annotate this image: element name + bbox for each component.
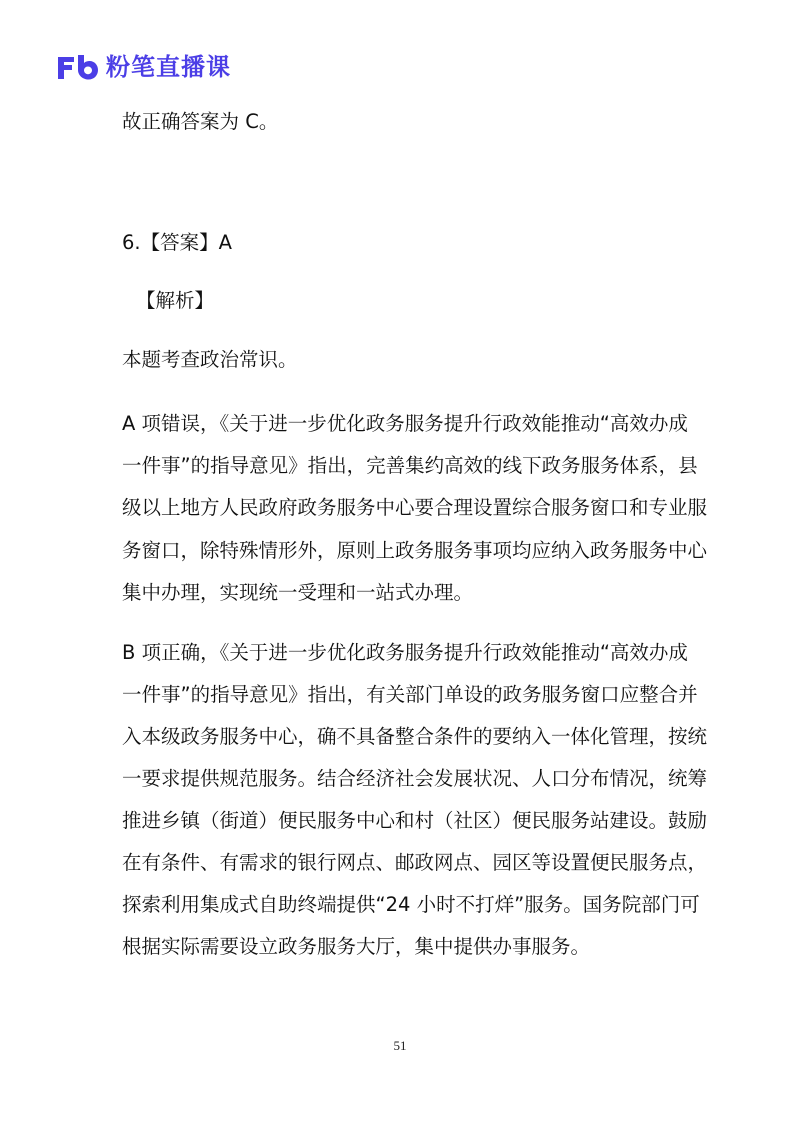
option-b-line: B 项正确，《关于进一步优化政务服务提升行政效能推动“高效办成 <box>122 641 688 664</box>
page-number: 51 <box>393 1038 407 1053</box>
option-b-line: 根据实际需要设立政务服务大厅，集中提供办事服务。 <box>122 935 591 958</box>
option-a-line: A 项错误，《关于进一步优化政务服务提升行政效能推动“高效办成 <box>122 412 688 435</box>
option-b-line: 一要求提供规范服务。结合经济社会发展状况、人口分布情况，统筹 <box>122 767 708 790</box>
analysis-label: 【解析】 <box>136 289 215 312</box>
option-b-line: 在有条件、有需求的银行网点、邮政网点、园区等设置便民服务点， <box>122 851 708 874</box>
question-answer: 6.【答案】A <box>122 231 232 254</box>
option-b-line: 入本级政务服务中心，确不具备整合条件的要纳入一体化管理，按统 <box>122 725 708 748</box>
brand-logo <box>56 52 231 82</box>
brand-name: 粉笔直播课 <box>106 53 231 81</box>
option-a-line: 级以上地方人民政府政务服务中心要合理设置综合服务窗口和专业服 <box>122 496 708 519</box>
prev-conclusion: 故正确答案为 C。 <box>122 110 279 133</box>
option-b-line: 探索利用集成式自助终端提供“24 小时不打烊”服务。国务院部门可 <box>122 893 700 916</box>
fb-logo-icon <box>56 53 100 81</box>
option-a-line: 一件事”的指导意见》指出，完善集约高效的线下政务服务体系，县 <box>122 454 698 477</box>
option-a-line: 集中办理，实现统一受理和一站式办理。 <box>122 581 474 604</box>
option-a-line: 务窗口，除特殊情形外，原则上政务服务事项均应纳入政务服务中心 <box>122 539 708 562</box>
topic-line: 本题考查政治常识。 <box>122 348 298 371</box>
option-b-line: 推进乡镇（街道）便民服务中心和村（社区）便民服务站建设。鼓励 <box>122 809 708 832</box>
option-b-line: 一件事”的指导意见》指出，有关部门单设的政务服务窗口应整合并 <box>122 683 698 706</box>
